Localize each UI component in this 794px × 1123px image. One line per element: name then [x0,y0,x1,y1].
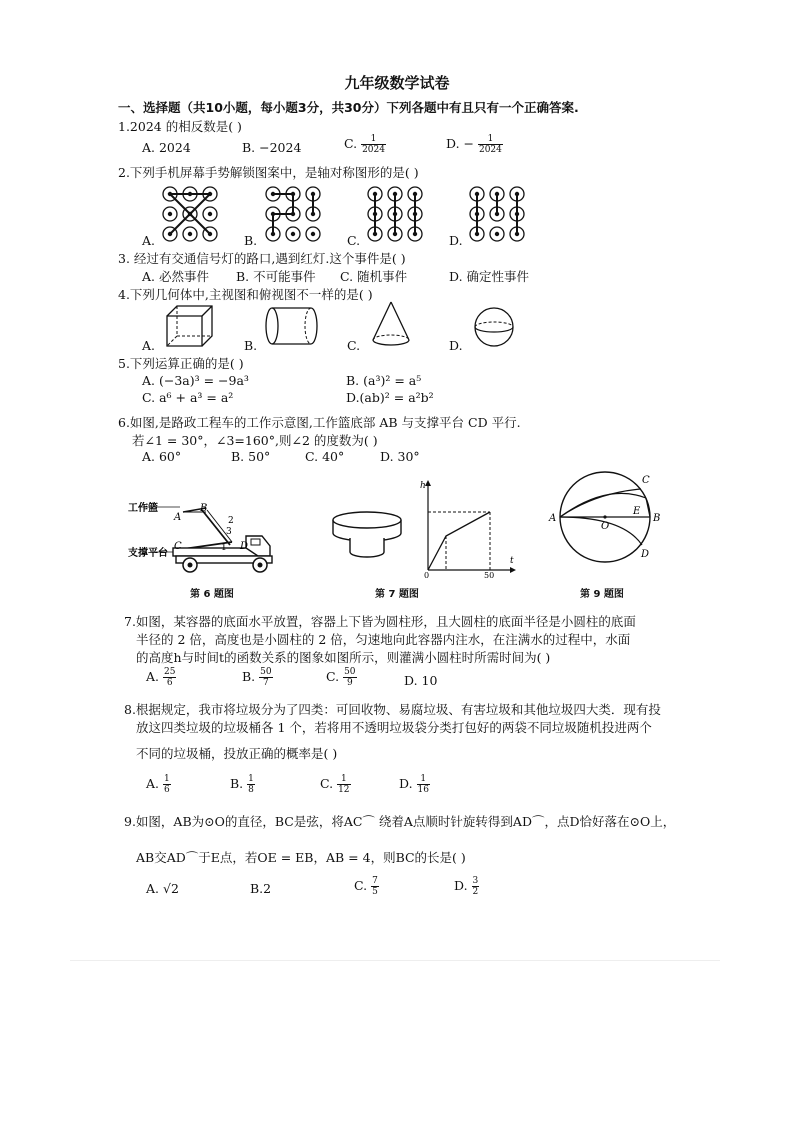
figure-7-graph [418,478,518,578]
figure-9-circle [545,465,670,575]
fig9-point-c: C [642,475,650,486]
q1-stem: 1.2024 的相反数是( ) [118,119,242,134]
q3-stem: 3. 经过有交通信号灯的路口,遇到红灯.这个事件是( ) [118,251,406,266]
q8-option-a [146,774,171,795]
fig7-origin: 0 [424,571,430,580]
q1-option-d-label: D. − [446,136,474,151]
fig9-point-a: A [549,513,557,524]
q9-option-a: A. √2 [146,881,179,896]
q1-option-d [446,134,503,155]
q4-option-a: A. [142,338,156,353]
q9-option-c-label: C. [354,878,368,893]
q8-option-b-label: B. [230,776,244,791]
q4-option-b: B. [244,338,258,353]
pattern-node-dot [208,212,212,216]
q8-option-c [320,774,351,795]
q7-option-b-label: B. [242,669,256,684]
q7-line-2: 半径的 2 倍，高度也是小圆柱的 2 倍，匀速地向此容器内注水，在注满水的过程中，水面 [136,632,631,647]
q2-pattern-a [160,184,220,244]
fig9-point-o: O [601,521,610,532]
q2-pattern-c [365,184,425,244]
fig9-point-e: E [633,506,641,517]
q1-option-c [344,134,386,155]
fig9-point-b: B [653,513,661,524]
q2-stem: 2.下列手机屏幕手势解锁图案中，是轴对称图形的是( ) [118,165,419,180]
fig6-point-b: B [200,503,208,514]
q7-option-b [242,667,273,688]
page-title: 九年级数学试卷 [344,74,450,92]
q4-option-d: D. [449,338,463,353]
q9-option-c [354,876,379,897]
q7-option-c [326,667,357,688]
q6-option-c: C. 40° [305,449,345,464]
q1-option-b: B. −2024 [242,140,302,155]
q7-option-b-fraction: $\frac{50}{7}$ [260,667,272,688]
q5-stem: 5.下列运算正确的是( ) [118,356,244,371]
q8-option-c-fraction: $\frac{1}{12}$ [338,774,350,795]
q4-stem: 4.下列几何体中,主视图和俯视图不一样的是( ) [118,287,373,302]
q2-option-c: C. [347,233,361,248]
fig6-platform-label: 支撑平台 [128,548,168,559]
q9-option-c-fraction: $\frac{7}{5}$ [372,876,378,897]
figure-9-caption: 第 9 题图 [580,589,624,600]
q7-option-a [146,667,176,688]
q9-option-d-fraction: $\frac{3}{2}$ [472,876,479,897]
q5-option-b: B. (a³)² = a⁵ [346,373,422,388]
q9-line-2: AB交AD⌒于E点，若OE = EB，AB = 4，则BC的长是( ) [136,850,466,865]
pattern-stroke [170,194,210,234]
q7-option-c-label: C. [326,669,340,684]
fig6-basket-label: 工作篮 [128,503,158,514]
q6-line-2: 若∠1 = 30°，∠3=160°,则∠2 的度数为( ) [132,433,378,448]
q7-line-3: 的高度h与时间t的函数关系的图象如图所示，则灌满小圆柱时所需时间为( ) [136,650,551,665]
q2-pattern-d [467,184,527,244]
fig7-axis-t: t [510,556,514,566]
q1-option-c-fraction: $\frac{1}{2024}$ [362,134,385,155]
q6-option-d: D. 30° [380,449,420,464]
q8-option-c-label: C. [320,776,334,791]
fig6-angle-2: 2 [228,516,234,526]
pattern-node-dot [495,232,499,236]
q3-option-a: A. 必然事件 [142,269,209,284]
q7-option-a-fraction: $\frac{25}{6}$ [164,667,176,688]
figure-7-container [330,508,405,568]
fig6-angle-3: 3 [226,527,232,537]
sphere-figure [473,306,515,348]
q3-option-b: B. 不可能事件 [236,269,316,284]
q1-option-c-label: C. [344,136,358,151]
q8-line-3: 不同的垃圾桶，投放正确的概率是( ) [136,746,338,761]
q9-line-1: 9.如图，AB为⊙O的直径，BC是弦，将AC⌒ 绕着A点顺时针旋转得到AD⌒，点D恰好落在⊙O上， [124,814,676,829]
q4-option-c: C. [347,338,361,353]
q1-option-a: A. 2024 [142,140,191,155]
page-divider [70,960,720,961]
q3-option-c: C. 随机事件 [340,269,408,284]
pattern-node-dot [291,232,295,236]
q8-option-b-fraction: $\frac{1}{8}$ [248,774,254,795]
q8-option-d [399,774,430,795]
q8-option-a-label: A. [146,776,160,791]
cone-figure [370,300,412,348]
pattern-node-dot [168,212,172,216]
q8-line-2: 放这四类垃圾的垃圾桶各 1 个，若将用不透明垃圾袋分类打包好的两袋不同垃圾随机投进两个 [136,720,652,735]
figure-6-truck [128,490,283,580]
fig7-tick-50: 50 [484,571,495,580]
q8-option-b [230,774,255,795]
q8-line-1: 8.根据规定，我市将垃圾分为了四类：可回收物、易腐垃圾、有害垃圾和其他垃圾四大类．现有投 [124,702,661,717]
pattern-node-dot [188,232,192,236]
figure-7-caption: 第 7 题图 [375,589,419,600]
q5-option-a: A. (−3a)³ = −9a³ [142,373,249,388]
figure-6-caption: 第 6 题图 [190,589,234,600]
fig6-point-d: D [240,541,249,552]
q8-option-d-fraction: $\frac{1}{16}$ [417,774,429,795]
q7-option-a-label: A. [146,669,160,684]
q6-option-b: B. 50° [231,449,271,464]
fig6-angle-1: 1 [221,543,227,553]
q2-option-b: B. [244,233,258,248]
q3-option-d: D. 确定性事件 [449,269,530,284]
q9-option-d-label: D. [454,878,468,893]
fig6-point-c: C [174,541,182,552]
q6-line-1: 6.如图,是路政工程车的工作示意图,工作篮底部 AB 与支撑平台 CD 平行. [118,415,521,430]
pattern-node-dot [311,232,315,236]
q2-option-a: A. [142,233,156,248]
q2-pattern-b [263,184,323,244]
q7-option-c-fraction: $\frac{50}{9}$ [344,667,356,688]
q8-option-a-fraction: $\frac{1}{6}$ [164,774,170,795]
q7-line-1: 7.如图，某容器的底面水平放置，容器上下皆为圆柱形，且大圆柱的底面半径是小圆柱的底面 [124,614,636,629]
q5-option-d: D.(ab)² = a²b² [346,390,434,405]
q5-option-c: C. a⁶ + a³ = a² [142,390,234,405]
q6-option-a: A. 60° [142,449,182,464]
q1-option-d-fraction: $\frac{1}{2024}$ [478,134,502,155]
section-heading: 一、选择题（共10小题，每小题3分，共30分）下列各题中有且只有一个正确答案. [118,100,579,115]
q2-option-d: D. [449,233,463,248]
fig6-point-a: A [174,512,182,523]
q8-option-d-label: D. [399,776,413,791]
cube-figure [165,303,215,348]
fig7-axis-h: h [420,481,426,491]
cylinder-figure [264,306,319,346]
q9-option-d [454,876,479,897]
q9-option-b: B.2 [250,881,272,896]
fig9-point-d: D [641,549,650,560]
q7-option-d: D. 10 [404,673,438,688]
